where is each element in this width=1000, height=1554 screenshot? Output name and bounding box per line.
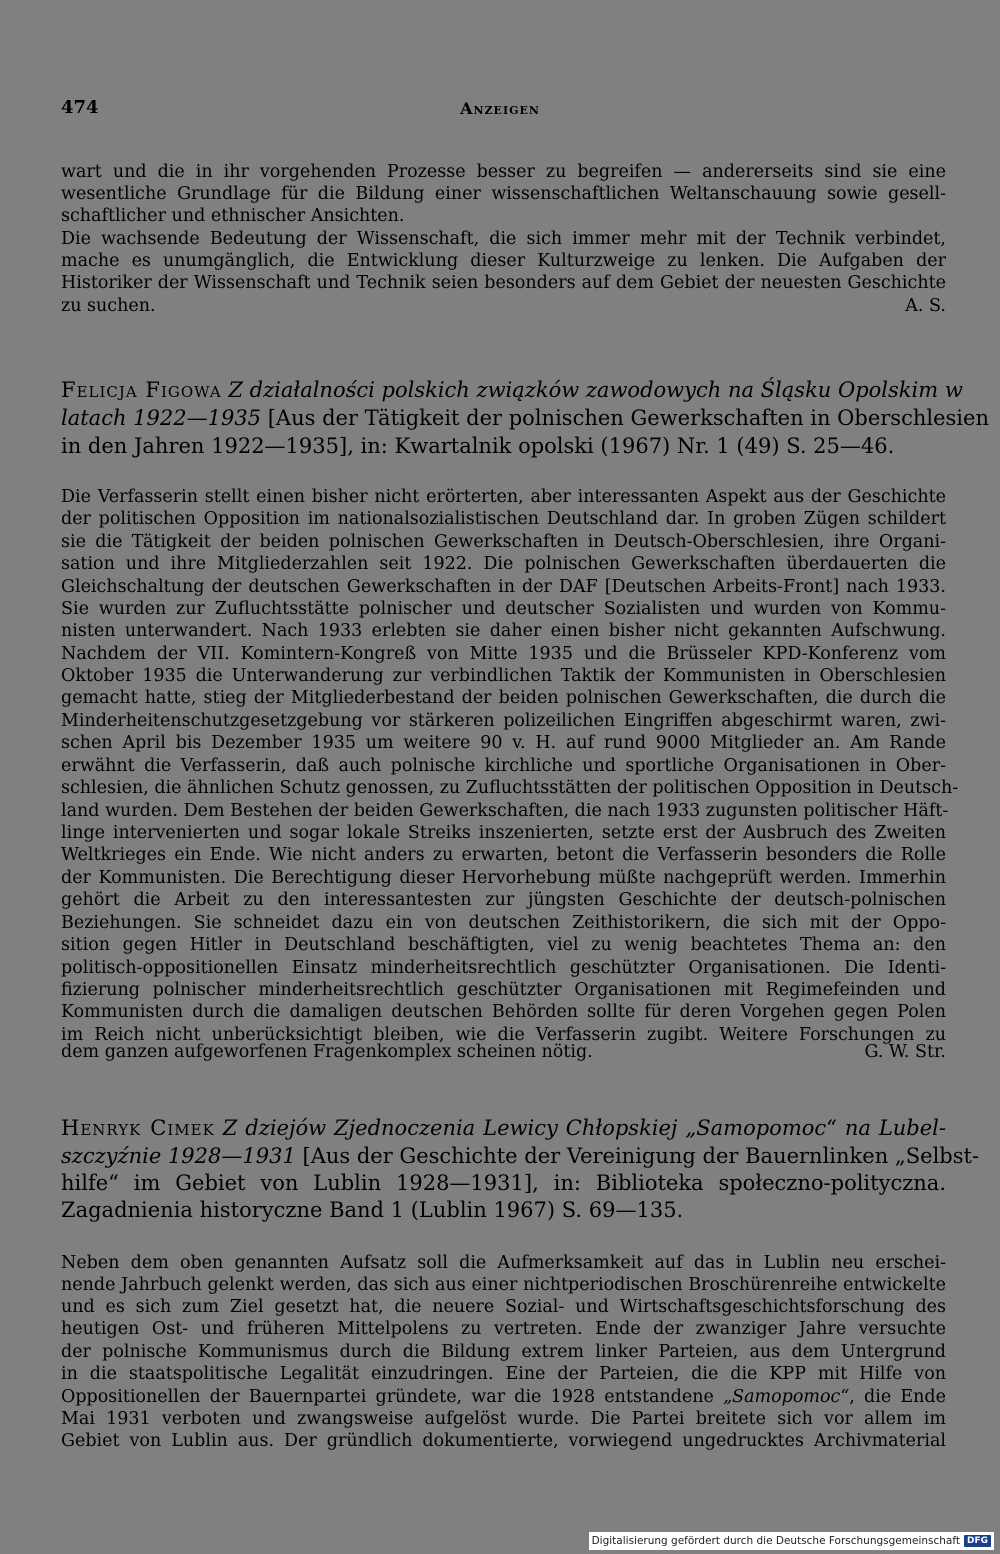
entry-author: Henryk Cimek (61, 1116, 215, 1140)
text-line (61, 1386, 946, 1408)
text-line: Kommunisten durch die damaligen deutschen Behörden sollte für deren Vorgehen gegen Polen (61, 1002, 946, 1022)
text-line: gehört die Arbeit zu den interessantesten zur jüngsten Geschichte der deutsch-polnischen (61, 890, 946, 910)
text-line: Mai 1931 verboten und zwangsweise aufgelöst wurde. Die Partei breitete sich vor allem im (61, 1409, 946, 1429)
text-line: Gebiet von Lublin aus. Der gründlich dokumentierte, vorwiegend ungedrucktes Archivmaterial (61, 1431, 946, 1451)
entry-heading-line (61, 1143, 980, 1169)
text-line: nisten unterwandert. Nach 1933 erlebten sie daher einen bisher nicht gekannten Aufschwung. (61, 621, 946, 641)
dfg-logo: DFG (964, 1535, 991, 1547)
entry-title: szczyźnie 1928—1931 (61, 1144, 296, 1168)
entry-title: latach 1922—1935 (61, 406, 262, 430)
text-line: gemacht hatte, stieg der Mitgliederbestand der beiden polnischen Gewerkschaften, die durch die (61, 688, 946, 708)
reviewer-signature: G. W. Str. (864, 1042, 946, 1062)
text-line: Die wachsende Bedeutung der Wissenschaft, die sich immer mehr mit der Technik verbindet, (61, 229, 946, 249)
text-line: nende Jahrbuch gelenkt werden, das sich aus einer nichtperiodischen Broschürenreihe entwickelte (61, 1275, 946, 1295)
text-line: fizierung polnischer minderheitsrechtlich geschützter Organisationen mit Regimefeinden und (61, 980, 946, 1000)
text-line: dem ganzen aufgeworfenen Fragenkomplex scheinen nötig. (61, 1042, 593, 1062)
text-line: sition gegen Hitler in Deutschland beschäftigten, viel zu wenig beachtetes Thema an: den (61, 935, 946, 955)
text-line: Historiker der Wissenschaft und Technik seien besonders auf dem Gebiet der neuesten Geschichte (61, 273, 946, 293)
page-number: 474 (61, 97, 99, 118)
text-line: land wurden. Dem Bestehen der beiden Gewerkschaften, die nach 1933 zugunsten politischer Häft- (61, 801, 949, 821)
text-line: linge intervenierten und sogar lokale Streiks inszenierten, setzte erst der Ausbruch des Zweiten (61, 823, 946, 843)
digitization-credit (589, 1532, 994, 1550)
reviewer-signature: A. S. (905, 296, 946, 316)
text-line: mache es unumgänglich, die Entwicklung dieser Kulturzweige zu lenken. Die Aufgaben der (61, 251, 946, 271)
text-line: Minderheitenschutzgesetzgebung vor stärkeren polizeilichen Eingriffen abgeschirmt waren, zwi- (61, 711, 946, 731)
entry-translation: [Aus der Tätigkeit der polnischen Gewerkschaften in Oberschlesien (267, 406, 989, 430)
entry-title: Z dziejów Zjednoczenia Lewicy Chłopskiej „Samopomoc“ na Lubel- (222, 1116, 946, 1140)
entry-heading-line (61, 1115, 946, 1141)
text-line: und es sich zum Ziel gesetzt hat, die neuere Sozial- und Wirtschaftsgeschichtsforschung des (61, 1297, 946, 1317)
entry-translation: [Aus der Geschichte der Vereinigung der Bauernlinken „Selbst- (302, 1144, 980, 1168)
text-line: heutigen Ost- und früheren Mittelpolens zu vertreten. Ende der zwanziger Jahre versuchte (61, 1319, 946, 1339)
text-segment: , die Ende (849, 1387, 946, 1407)
entry-author: Felicja Figowa (61, 378, 222, 402)
text-line: sie die Tätigkeit der beiden polnischen Gewerkschaften in Deutsch-Oberschlesien, ihre Organi- (61, 532, 946, 552)
text-line: Die Verfasserin stellt einen bisher nicht erörterten, aber interessanten Aspekt aus der Geschichte (61, 487, 946, 507)
entry-heading-line: in den Jahren 1922—1935], in: Kwartalnik opolski (1967) Nr. 1 (49) S. 25—46. (61, 434, 895, 458)
text-line: Nachdem der VII. Komintern-Kongreß von Mitte 1935 und die Brüsseler KPD-Konferenz vom (61, 644, 946, 664)
running-title: Anzeigen (460, 99, 540, 118)
text-line: Neben dem oben genannten Aufsatz soll die Aufmerksamkeit auf das in Lublin neu erschei- (61, 1253, 946, 1273)
text-line: schen April bis Dezember 1935 um weitere 90 v. H. auf rund 9000 Mitglieder an. Am Rande (61, 733, 946, 753)
credit-text: Digitalisierung gefördert durch die Deutsche Forschungsgemeinschaft (591, 1535, 960, 1547)
text-line: Gleichschaltung der deutschen Gewerkschaften in der DAF [Deutschen Arbeits-Front] nach 1933. (61, 577, 946, 597)
party-name: „Samopomoc“ (723, 1387, 850, 1407)
text-line: Sie wurden zur Zufluchtsstätte polnischer und deutscher Sozialisten und wurden von Kommu- (61, 599, 946, 619)
text-line: im Reich nicht unberücksichtigt bleiben, wie die Verfasserin zugibt. Weitere Forschungen zu (61, 1025, 946, 1045)
text-line: der polnische Kommunismus durch die Bildung extrem linker Parteien, aus dem Untergrund (61, 1342, 946, 1362)
text-line: der politischen Opposition im nationalsozialistischen Deutschland dar. In groben Zügen schildert (61, 509, 946, 529)
text-line: erwähnt die Verfasserin, daß auch polnische kirchliche und sportliche Organisationen in Ober- (61, 756, 946, 776)
text-line: sation und ihre Mitgliederzahlen seit 1922. Die polnischen Gewerkschaften überdauerten die (61, 554, 946, 574)
text-line: Oktober 1935 die Unterwanderung zur verbindlichen Taktik der Kommunisten in Oberschlesien (61, 666, 946, 686)
entry-heading-line: hilfe“ im Gebiet von Lublin 1928—1931], in: Biblioteka społeczno-polityczna. (61, 1171, 946, 1195)
entry-heading-line (61, 377, 963, 403)
entry-title: Z działalności polskich związków zawodowych na Śląsku Opolskim w (228, 378, 963, 402)
text-line: wart und die in ihr vorgehenden Prozesse besser zu begreifen — andererseits sind sie eine (61, 162, 946, 182)
text-line: politisch-oppositionellen Einsatz minderheitsrechtlich geschützter Organisationen. Die Identi- (61, 958, 946, 978)
text-segment: Oppositionellen der Bauernpartei gründete, war die 1928 entstandene (61, 1387, 714, 1407)
text-line: schlesien, die ähnlichen Schutz genossen, zu Zufluchtsstätten der politischen Opposition in Deutsch- (61, 778, 959, 798)
text-line: schaftlicher und ethnischer Ansichten. (61, 206, 405, 226)
text-line: zu suchen. (61, 296, 156, 316)
entry-heading-line: Zagadnienia historyczne Band 1 (Lublin 1967) S. 69—135. (61, 1198, 684, 1222)
text-line: Beziehungen. Sie schneidet dazu ein von deutschen Zeithistorikern, die sich mit der Oppo- (61, 913, 946, 933)
entry-heading-line (61, 405, 989, 431)
text-line: in die staatspolitische Legalität einzudringen. Eine der Parteien, die die KPP mit Hilfe von (61, 1364, 946, 1384)
text-line: wesentliche Grundlage für die Bildung einer wissenschaftlichen Weltanschauung sowie gesell- (61, 184, 946, 204)
text-line: der Kommunisten. Die Berechtigung dieser Hervorhebung müßte nachgeprüft werden. Immerhin (61, 868, 946, 888)
text-line: Weltkrieges ein Ende. Wie nicht anders zu erwarten, betont die Verfasserin besonders die Rolle (61, 845, 946, 865)
